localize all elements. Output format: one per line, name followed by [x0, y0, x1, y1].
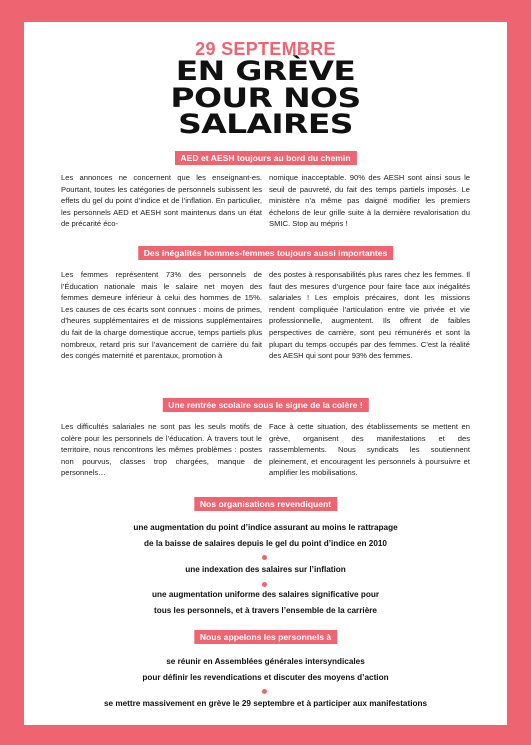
bullet-dot: [262, 689, 267, 694]
demand-item: tous les personnels, et à travers l’ensemble de la carrière: [154, 606, 377, 615]
section-banner-aed-aesh: AED et AESH toujours au bord du chemin: [174, 151, 356, 165]
paragraph: Les annonces ne concernent que les enseignant-es. Pourtant, toutes les catégories de personnels subissent les effets du gel du point d’indice et de l’inflation. En particulier, les personnels AED et AESH sont maintenus dans un état de précarité éco-: [61, 173, 262, 229]
section-1-left-text: [61, 172, 262, 230]
bullet-dot: [262, 582, 267, 587]
strike-date: 29 SEPTEMBRE: [195, 39, 336, 59]
section-banner-back-to-school: Une rentrée scolaire sous le signe de la colère !: [162, 398, 368, 412]
section-2-right-text: [269, 269, 470, 362]
paragraph: des postes à responsabilités plus rares chez les femmes. Il faut des mesures d’urgence pour faire face aux inégalités salariales ! Les emplois précaires, dont les missions rendent compliquée l’articulation entre vie privée et vie professionnelle, augmentent. Ils offrent de faibles perspectives de carrière, sont peu rémunérés et sont la plupart du temps occupés par des femmes. C’est la réalité des AESH qui sont pour 93% des femmes.: [269, 270, 470, 361]
call-item: se mettre massivement en grève le 29 septembre et à participer aux manifestations: [103, 699, 428, 708]
section-3-left-text: [61, 421, 262, 479]
demands-banner: Nos organisations revendiquent: [194, 497, 337, 511]
paragraph: Les difficultés salariales ne sont pas les seuls motifs de colère pour les personnels de l’éducation. À travers tout le territoire, nous rencontrons les mêmes problèmes : postes non pourvus, classes trop chargées, manque de personnels…: [61, 422, 262, 478]
paragraph: nomique inacceptable. 90% des AESH sont ainsi sous le seuil de pauvreté, du fait des temps partiels imposés. Le ministère n’a même pas daigné modifier les premiers échelons de leur grille suite à la dernière revalorisation du SMIC. Stop au mépris !: [269, 173, 470, 229]
section-1-right-text: [269, 172, 470, 230]
paragraph: Les femmes représentent 73% des personnels de l’Éducation nationale mais le salaire net moyen des femmes demeure inférieur à celui des hommes de 15%. Les causes de ces écarts sont connues : moins de primes, d’heures supplémentaires et de missions supplémentaires du fait de la charge domestique accrue, temps partiels plus nombreux, retard pris sur l’avancement de carrière du fait des congés maternité et parentaux, promotion à: [61, 270, 262, 361]
section-2-left-text: [61, 269, 262, 362]
paragraph: Face à cette situation, des établissements se mettent en grève, organisent des manifestations et des rassemblements. Nous syndicats les soutiennent pleinement, et encouragent les personnels à poursuivre et amplifier les mobilisations.: [269, 422, 470, 478]
call-item: se réunir en Assemblées générales intersyndicales: [166, 657, 365, 666]
headline-line-1: EN GRÈVE: [175, 56, 356, 87]
section-banner-inequalities: Des inégalités hommes-femmes toujours aussi importantes: [138, 246, 394, 260]
call-banner: Nous appelons les personnels à: [194, 630, 337, 644]
demand-item: une augmentation du point d’indice assurant au moins le rattrapage: [133, 523, 398, 532]
demand-item: de la baisse de salaires depuis le gel du point d’indice en 2010: [144, 539, 387, 548]
demand-item: une augmentation uniforme des salaires significative pour: [151, 590, 380, 599]
call-item: pour définir les revendications et discuter des moyens d’action: [142, 673, 389, 682]
demand-item: une indexation des salaires sur l’inflation: [185, 565, 346, 574]
section-3-right-text: [269, 421, 470, 479]
headline-line-3: SALAIRES: [178, 109, 353, 140]
bullet-dot: [262, 555, 267, 560]
headline-line-2: POUR NOS: [170, 83, 361, 114]
